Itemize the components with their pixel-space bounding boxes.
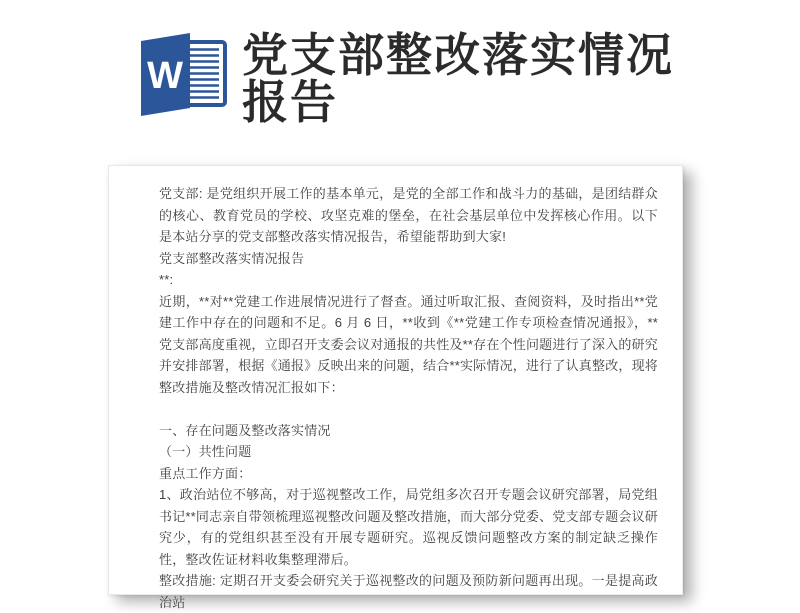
- document-body: [109, 166, 682, 613]
- paragraph: 党支部整改落实情况报告: [159, 250, 305, 266]
- paragraph: **:: [159, 272, 174, 287]
- word-icon-letter: W: [147, 55, 183, 97]
- paragraph: 1、政治站位不够高，对于巡视整改工作，局党组多次召开专题会议研究部署，局党组书记**同志亲自带领梳理巡视整改问题及整改措施，而大部分党委、党支部专题会议研究少，有的党组织甚至没有开展专题研究。巡视反馈问题整改方案的制定缺乏操作性，整改佐证材料收集整理滞后。: [159, 487, 658, 567]
- doc-header: [140, 29, 694, 128]
- paragraph: [159, 398, 658, 420]
- doc-title: 党支部整改落实情况报告: [242, 29, 674, 128]
- paragraph: （一）共性问题: [159, 444, 252, 459]
- document-page: [108, 165, 683, 610]
- paragraph: 一、存在问题及整改落实情况: [159, 422, 331, 438]
- paragraph: 党支部: 是党组织开展工作的基本单元，是党的全部工作和战斗力的基础，是团结群众的核心、教育党员的学校、攻坚克难的堡垒，在社会基层单位中发挥核心作用。以下是本站分享的党支部整改落实情况报告，希望能帮助到大家!: [159, 186, 658, 244]
- paragraph: 整改措施: 定期召开支委会研究关于巡视整改的问题及预防新问题再出现。一是提高政治站: [159, 573, 658, 610]
- word-icon: [140, 32, 228, 116]
- word-icon-graphic: [140, 32, 228, 116]
- paragraph: 重点工作方面：: [159, 465, 252, 481]
- paragraph: 近期，**对**党建工作进展情况进行了督查。通过听取汇报、查阅资料，及时指出**党建工作中存在的问题和不足。6 月 6 日，**收到《**党建工作专项检查情况通报》，**党支部高度重视，立即召开支委会议对通报的共性及**存在个性问题进行了深入的研究并安排部署，根据《通报》反映出来的问题，结合**实际情况，进行了认真整改，现将整改措施及整改情况汇报如下：: [159, 293, 658, 395]
